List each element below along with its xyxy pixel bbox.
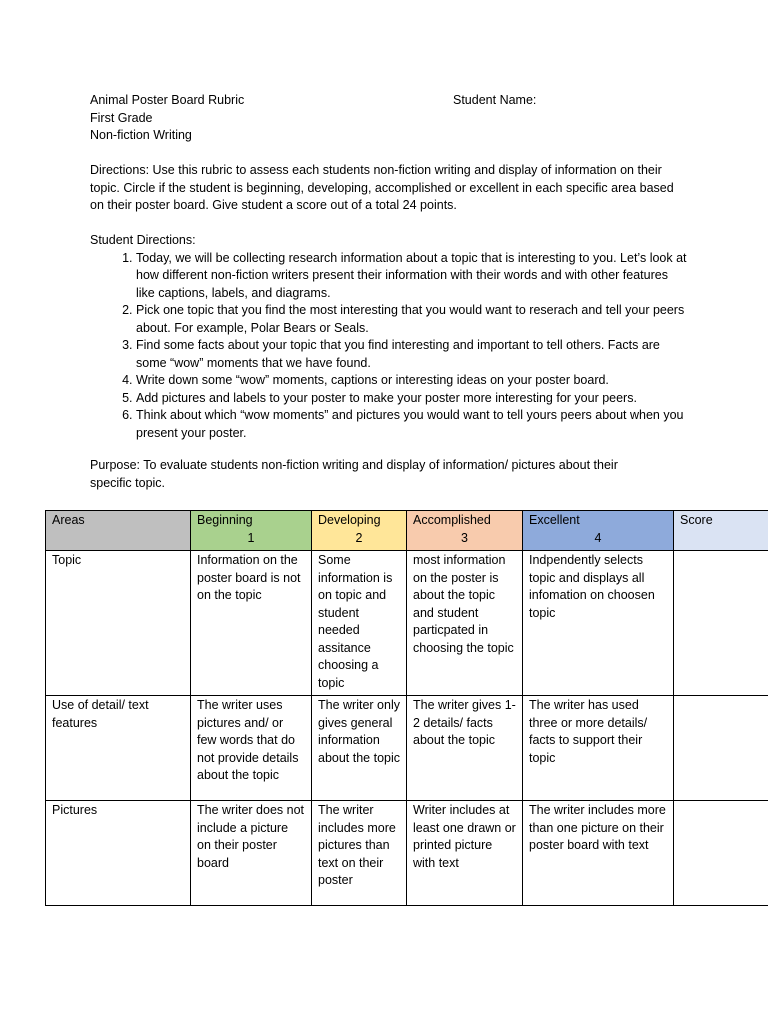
cell-score[interactable]: [674, 801, 768, 906]
list-item: 1. Today, we will be collecting research information about a topic that is interesting to you. Let’s look at how different non-fiction writers present their information with their words and with other features like captions, labels, and diagrams.: [136, 250, 690, 303]
subject-label: Non-fiction Writing: [90, 128, 192, 142]
cell-excellent: Indpendently selects topic and displays all infomation on choosen topic: [523, 551, 674, 696]
list-item: 2. Pick one topic that you find the most interesting that you would want to reserach and tell your peers about. For example, Polar Bears or Seals.: [136, 302, 690, 337]
header-developing-score: 2: [355, 530, 363, 545]
student-directions-heading: Student Directions:: [90, 233, 196, 247]
header-accomplished-label: Accomplished: [413, 513, 491, 527]
cell-beginning: Information on the poster board is not on the topic: [191, 551, 312, 696]
header-beginning-score: 1: [247, 530, 255, 545]
cell-accomplished: The writer gives 1-2 details/ facts about the topic: [407, 696, 523, 801]
cell-developing: Some information is on topic and student needed assitance choosing a topic: [312, 551, 407, 696]
cell-developing: The writer only gives general information about the topic: [312, 696, 407, 801]
directions-paragraph: Directions: Use this rubric to assess each students non-fiction writing and display of information on their topic. Circle if the student is beginning, developing, accomplished or excellent in each specific area based on their poster board. Give student a score out of a total 24 points.: [90, 163, 674, 212]
document-header: [90, 92, 690, 145]
cell-score[interactable]: [674, 551, 768, 696]
student-directions-list: [90, 250, 690, 443]
student-directions-section: [90, 232, 690, 442]
cell-accomplished: Writer includes at least one drawn or printed picture with text: [407, 801, 523, 906]
cell-accomplished: most information on the poster is about the topic and student particpated in choosing the topic: [407, 551, 523, 696]
header-accomplished-score: 3: [461, 530, 468, 545]
table-row: [46, 551, 768, 696]
cell-area: Topic: [46, 551, 191, 696]
header-developing: [312, 511, 407, 551]
table-row: [46, 801, 768, 906]
purpose-paragraph: Purpose: To evaluate students non-fiction writing and display of information/ pictures about their specific topic.: [90, 458, 618, 490]
document-title: Animal Poster Board Rubric: [90, 93, 245, 107]
cell-score[interactable]: [674, 696, 768, 801]
header-areas: Areas: [46, 511, 191, 551]
header-excellent: [523, 511, 674, 551]
header-developing-label: Developing: [318, 513, 381, 527]
table-row: [46, 696, 768, 801]
header-score: Score: [674, 511, 768, 551]
list-item: 3. Find some facts about your topic that you find interesting and important to tell others. Facts are some “wow” moments that we have found.: [136, 337, 690, 372]
cell-developing: The writer includes more pictures than text on their poster: [312, 801, 407, 906]
list-item: 5. Add pictures and labels to your poster to make your poster more interesting for your peers.: [136, 390, 690, 408]
cell-area: Pictures: [46, 801, 191, 906]
cell-excellent: The writer has used three or more details/ facts to support their topic: [523, 696, 674, 801]
cell-beginning: The writer uses pictures and/ or few words that do not provide details about the topic: [191, 696, 312, 801]
rubric-header-row: [46, 511, 768, 551]
cell-beginning: The writer does not include a picture on their poster board: [191, 801, 312, 906]
header-excellent-score: 4: [594, 530, 602, 545]
header-excellent-label: Excellent: [529, 513, 580, 527]
cell-excellent: The writer includes more than one picture on their poster board with text: [523, 801, 674, 906]
grade-label: First Grade: [90, 110, 153, 125]
header-beginning-label: Beginning: [197, 513, 253, 527]
list-item: 6. Think about which “wow moments” and pictures you would want to tell yours peers about when you present your poster.: [136, 407, 690, 442]
rubric-table: [45, 510, 768, 906]
header-accomplished: [407, 511, 523, 551]
header-beginning: [191, 511, 312, 551]
list-item: 4. Write down some “wow” moments, captions or interesting ideas on your poster board.: [136, 372, 690, 390]
cell-area: Use of detail/ text features: [46, 696, 191, 801]
student-name-label: Student Name:: [453, 93, 537, 107]
